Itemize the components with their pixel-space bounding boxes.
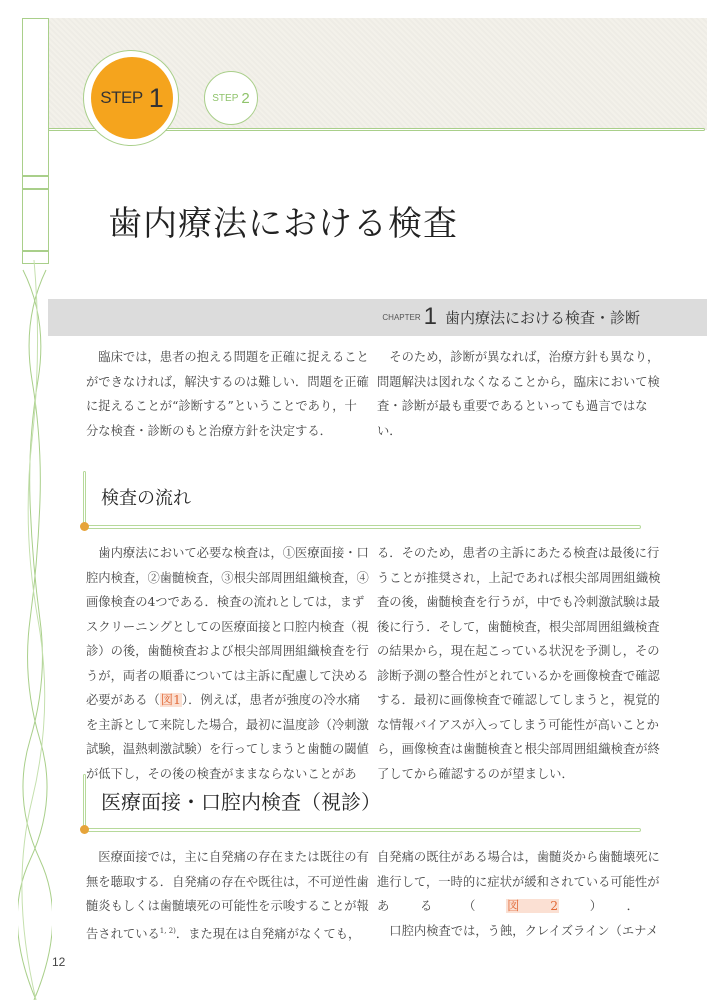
body-text: 診断予測の整合性がとれているかを画像検査で確認 (377, 668, 660, 683)
body-text: 試験，温熱刺激試験）を行ってしまうと歯髄の閾値 (86, 742, 369, 756)
text-line (377, 566, 661, 591)
body-text: が低下し，その後の検査がままならないことがあ (86, 766, 357, 781)
body-text: の結果から，現在起こっている状況を予測し，その (377, 644, 660, 658)
intro-right-column (377, 345, 660, 443)
body-text: 査・診断が最も重要であるといっても過言ではな (377, 399, 648, 413)
text-line (377, 419, 639, 444)
text-line (377, 845, 660, 870)
body-text: スクリーニングとしての医療面接と口腔内検査（視 (86, 619, 369, 634)
body-text: 無を聴取する．自発痛の存在や既往は，不可逆性歯 (86, 874, 369, 889)
page-number: 12 (52, 955, 66, 969)
body-text: 自発痛の既往がある場合は，歯髄炎から歯髄壊死に (377, 850, 660, 864)
text-line (377, 870, 660, 895)
text-line (86, 639, 369, 664)
text-line (86, 845, 369, 870)
body-text: 歯内療法において必要な検査は，①医療面接・口 (86, 546, 369, 560)
text-line (377, 590, 660, 615)
body-text: 腔内検査，②歯髄検査，③根尖部周囲組織検査，④ (86, 570, 369, 585)
step-2-label: STEP (212, 92, 239, 104)
section-bracket (83, 471, 86, 529)
text-line (377, 894, 639, 919)
text-line (86, 894, 369, 919)
text-line (377, 370, 660, 395)
body-text: 臨床では，患者の抱える問題を正確に捉えること (86, 350, 369, 364)
body-text: 診）の後，歯髄検査および根尖部周囲組織検査を行 (86, 644, 369, 658)
text-line (86, 688, 361, 713)
body-text: うことが推奨され，上記であれば根尖部周囲組織検 (377, 570, 661, 585)
text-line (377, 762, 639, 787)
text-line (86, 870, 369, 895)
text-line (377, 919, 659, 944)
body-text: ら，画像検査は歯髄検査と根尖部周囲組織検査が終 (377, 742, 660, 756)
step-1-badge (91, 57, 173, 139)
text-line (86, 762, 357, 787)
decorative-stick-top (22, 18, 49, 176)
body-text: する．最初に画像検査で確認してしまうと，視覚的 (377, 693, 660, 707)
text-line (86, 566, 369, 591)
step-2-number: 2 (241, 89, 250, 107)
text-line (377, 541, 660, 566)
section-rule (84, 525, 641, 529)
text-line (86, 345, 369, 370)
body-text: 了してから確認するのが望ましい． (377, 766, 574, 781)
step-1-number: 1 (148, 82, 164, 113)
text-line (86, 419, 348, 444)
text-line (377, 345, 660, 370)
body-text: い． (377, 423, 402, 438)
body-text: ）． (559, 899, 639, 913)
body-text: を主訴として来院した場合，最初に温度診（冷刺激 (86, 717, 369, 732)
body-text: 口腔内検査では，う蝕，クレイズライン（エナメ (377, 923, 659, 938)
body-text: 進行して，一時的に症状が緩和されている可能性が (377, 874, 660, 889)
text-line (86, 919, 361, 944)
body-text: うが，両者の順番については主訴に配慮して決める (86, 668, 369, 683)
section-2-left-column (86, 845, 369, 943)
section-dot-icon (80, 825, 89, 834)
body-text: ）．例えば，患者が強度の冷水痛 (181, 693, 361, 707)
section-2-right-column (377, 845, 660, 943)
step-1-label: STEP (100, 88, 143, 107)
page-title: 歯内療法における検査 (108, 204, 458, 244)
body-text: ができなければ，解決するのは難しい．問題を正確 (86, 374, 369, 389)
body-text: 後に行う．そして，歯髄検査，根尖部周囲組織検査 (377, 619, 660, 634)
text-line (86, 664, 369, 689)
figure-reference-link[interactable]: 図2 (507, 899, 559, 913)
text-line (86, 590, 365, 615)
text-line (377, 688, 660, 713)
chapter-number: 1 (423, 303, 437, 330)
citation-superscript: 1, 2) (159, 926, 176, 935)
section-bracket (83, 774, 86, 832)
text-line (86, 615, 369, 640)
text-line (377, 664, 660, 689)
text-line (377, 394, 648, 419)
body-text: 髄炎もしくは歯髄壊死の可能性を示唆することが報 (86, 899, 369, 913)
text-line (377, 713, 659, 738)
text-line (86, 370, 369, 395)
text-line (86, 541, 369, 566)
section-heading: 医療面接・口腔内検査（視診） (101, 790, 381, 814)
decorative-stick-seg (22, 176, 49, 189)
body-text: 分な検査・診断のもと治療方針を決定する． (86, 423, 332, 438)
body-text: 告されている (86, 926, 160, 941)
text-line (86, 737, 369, 762)
body-text: 問題解決は図れなくなることから，臨床において検 (377, 374, 660, 389)
text-line (86, 394, 357, 419)
chapter-heading (382, 303, 640, 331)
body-text: ．また現在は自発痛がなくても， (175, 926, 361, 941)
figure-reference-link[interactable]: 図1 (160, 693, 181, 707)
text-line (377, 615, 660, 640)
text-line (377, 737, 660, 762)
body-text: そのため，診断が異なれば，治療方針も異なり， (377, 350, 660, 364)
body-text: 医療面接では，主に自発痛の存在または既往の有 (86, 850, 369, 864)
body-text: ある（ (377, 899, 507, 913)
body-text: な情報バイアスが入ってしまう可能性が高いことか (377, 717, 659, 732)
text-line (377, 639, 660, 664)
decorative-twisted-vine (18, 260, 52, 1000)
body-text: 査の後，歯髄検査を行うが，中でも冷刺激試験は最 (377, 595, 660, 609)
section-rule (84, 828, 641, 832)
body-text: 必要がある（ (86, 693, 160, 707)
decorative-stick-seg (22, 189, 49, 251)
section-1-right-column (377, 541, 661, 786)
body-text: に捉えることが“診断する”ということであり，十 (86, 399, 357, 413)
chapter-label: CHAPTER (382, 312, 421, 322)
body-text: 画像検査の4つである．検査の流れとしては，まず (86, 595, 365, 609)
text-line (86, 713, 369, 738)
chapter-title: 歯内療法における検査・診断 (444, 308, 640, 327)
section-dot-icon (80, 522, 89, 531)
intro-left-column (86, 345, 369, 443)
body-text: る．そのため，患者の主訴にあたる検査は最後に行 (377, 546, 660, 560)
section-1-left-column (86, 541, 369, 786)
step-2-badge (204, 71, 258, 125)
section-heading: 検査の流れ (101, 488, 191, 509)
